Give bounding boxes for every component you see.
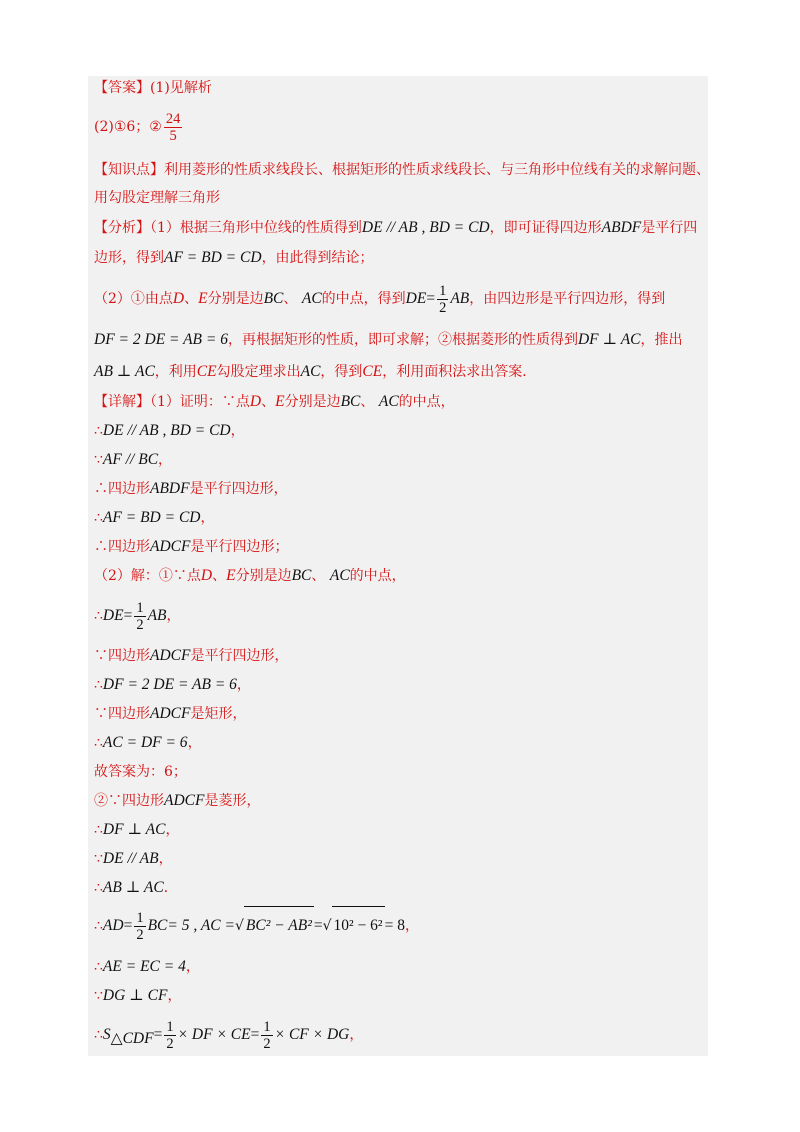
knowledge-line-2 [94,188,220,208]
fraction-denominator: 2 [166,1035,174,1052]
math-expression: CE [362,363,383,380]
detail-text: ∴ [94,822,103,838]
detail-text: ∴ [94,880,103,896]
detail-line-11 [94,704,246,724]
detail-line-2 [94,421,245,441]
detail-text: ∴四边形 [94,539,150,555]
detail-line-19 [94,957,200,977]
analysis-line-2 [94,248,374,268]
math-expression: ADCF [150,647,191,664]
analysis-text: （2）①由点 [94,291,173,307]
answer-fraction [164,111,183,144]
answer-part2-line [94,110,184,144]
math-expression: ABDF [601,219,642,236]
math-expression: D [200,567,213,584]
fraction-denominator: 2 [439,299,447,316]
sqrt-icon: √ [322,918,332,934]
math-expression: AE = EC = 4 [102,958,186,975]
math-expression: ADCF [150,705,191,722]
detail-text: ∵ [94,851,103,867]
fraction [134,600,145,633]
math-expression: = [426,290,436,307]
detail-text: 的中点， [349,568,406,584]
detail-text: 的中点， [398,394,455,410]
detail-line-20 [94,986,181,1006]
analysis-text: ，即可证得四边形 [489,220,602,236]
math-expression: = [250,1026,260,1043]
detail-text: ， [200,510,215,526]
detail-text: ∴ [94,735,103,751]
detail-text: 、 [311,568,326,584]
math-expression: AC = DF = 6 [102,734,188,751]
math-expression: = [153,1026,163,1043]
math-expression: E [198,290,208,307]
answer-tag: 【答案】 [94,80,150,96]
detail-text: ∴ [94,959,103,975]
math-expression: BC [340,393,361,410]
detail-text: 分别是边 [235,568,292,584]
analysis-text: 边形，得到 [94,250,164,266]
analysis-text: ，推出 [640,332,683,348]
analysis-line-4 [94,330,683,350]
detail-text: ， [236,677,251,693]
detail-text: （2）解：①∵点 [94,568,201,584]
detail-text: ②∵四边形 [94,793,164,809]
detail-text: 是平行四边形； [190,539,289,555]
math-expression: × CF × DG [274,1026,350,1043]
detail-text: ， [404,918,419,934]
math-expression: AB ⊥ AC [94,363,155,380]
detail-line-21 [94,1016,363,1058]
detail-line-16 [94,849,173,869]
math-expression: CE [196,363,217,380]
detail-text: ， [166,608,181,624]
detail-line-9 [94,646,288,666]
math-expression: AF = BD = CD [102,509,201,526]
detail-line-10 [94,675,251,695]
detail-text: ∴ [94,918,103,934]
detail-text: ∴ [94,677,103,693]
detail-text: 、 [360,394,375,410]
math-expression: AD [102,917,124,934]
analysis-text: ，利用面积法求出答案． [382,364,537,380]
math-expression: DF ⊥ AC [102,821,166,838]
fraction-numerator: 1 [136,599,144,616]
detail-text: ∵四边形 [94,706,150,722]
analysis-text: ，利用 [154,364,197,380]
detail-text: ， [187,735,202,751]
analysis-text: 的中点，得到 [321,291,406,307]
detail-text: 是平行四边形， [190,648,289,664]
math-expression: AF = BD = CD [164,249,262,266]
radicand: 10² − 6² [332,906,385,945]
math-expression: × DF × CE [177,1026,251,1043]
fraction-numerator: 1 [166,1018,174,1035]
knowledge-text-2: 用勾股定理解三角形 [94,190,220,206]
math-expression: AB [450,290,470,307]
detail-text: ． [163,880,178,896]
math-expression: D [249,393,262,410]
knowledge-text-1: 利用菱形的性质求线段长、根据矩形的性质求线段长、与三角形中位线有关的求解问题、 [164,162,710,178]
detail-line-12 [94,733,202,753]
math-expression: ADCF [164,792,205,809]
fraction [134,910,145,943]
math-expression: ADCF [150,538,191,555]
detail-line-13 [94,762,187,782]
detail-text: ， [349,1027,364,1043]
detail-text: ∴ [94,510,103,526]
math-expression: DE // AB , BD = CD [102,422,231,439]
detail-line-7 [94,566,406,586]
detail-tag: 【详解】 [94,394,150,410]
analysis-line-3 [94,282,665,316]
math-expression: AF // BC [102,451,159,468]
math-expression: = 5 , AC = [167,917,235,934]
math-expression: DE // AB [102,850,159,867]
math-expression: AC [301,290,322,307]
detail-text: ， [158,851,173,867]
analysis-text: 是平行四 [641,220,698,236]
math-expression: DG ⊥ CF [102,987,168,1004]
math-expression: AC [329,567,350,584]
detail-text: ， [165,822,180,838]
math-expression: = [123,917,133,934]
fraction-numerator: 1 [136,909,144,926]
detail-line-4 [94,479,288,499]
analysis-text: 、 [184,291,199,307]
analysis-text: 勾股定理求出 [216,364,301,380]
detail-text: 是平行四边形， [189,481,288,497]
detail-text: ， [158,452,173,468]
fraction [437,283,448,316]
math-expression: DE // AB , BD = CD [361,219,490,236]
fraction-denominator: 2 [263,1035,271,1052]
analysis-text: （1）根据三角形中位线的性质得到 [150,220,362,236]
detail-text: 是菱形， [204,793,261,809]
detail-text: 故答案为：6； [94,764,187,780]
fraction-denominator: 2 [136,926,144,943]
analysis-text: 、 [283,291,298,307]
detail-line-17 [94,878,178,898]
math-expression: DF = 2 DE = AB = 6 [102,676,237,693]
math-expression: E [226,567,236,584]
math-expression: = [123,607,133,624]
math-expression: DE [405,290,427,307]
fraction [261,1019,272,1052]
detail-text: 是矩形， [190,706,247,722]
detail-line-3 [94,450,172,470]
fraction-denominator: 2 [136,616,144,633]
math-expression: BC [291,567,312,584]
fraction-numerator: 1 [439,282,447,299]
detail-text: ， [230,423,245,439]
detail-text: ∵ [94,988,103,1004]
analysis-text: 分别是边 [207,291,264,307]
fraction [164,1019,175,1052]
math-expression: E [275,393,285,410]
math-expression: BC [263,290,284,307]
math-expression: AB [147,607,167,624]
analysis-text: ，得到 [320,364,363,380]
detail-text: ∴ [94,423,103,439]
math-expression: = [313,917,323,934]
detail-text: 分别是边 [284,394,341,410]
sqrt-icon: √ [234,918,244,934]
detail-text: （1）证明：∵点 [150,394,250,410]
math-subscript: △CDF [110,1029,154,1047]
detail-line-8 [94,598,181,634]
detail-line-14 [94,791,260,811]
detail-text: ∴ [94,608,103,624]
detail-line-1 [94,392,455,412]
fraction-numerator: 1 [263,1018,271,1035]
detail-text: 、 [261,394,276,410]
answer-part2-prefix: (2)①6；② [94,119,162,135]
detail-text: ∴ [94,1027,103,1043]
answer-fraction-numerator: 24 [165,110,181,127]
math-expression: = 8 [384,917,405,934]
math-expression: ABDF [150,480,190,497]
analysis-text: ，由此得到结论； [261,250,374,266]
math-expression: D [172,290,185,307]
analysis-text: ，再根据矩形的性质，即可求解；②根据菱形的性质得到 [227,332,578,348]
math-expression: BC [147,917,168,934]
answer-line [94,78,212,98]
answer-part1: (1)见解析 [150,80,212,96]
math-expression: AC [378,393,399,410]
detail-line-18 [94,906,419,945]
radicand: BC² − AB² [244,906,314,945]
knowledge-line-1 [94,160,710,180]
math-expression: S [102,1026,111,1043]
analysis-line-5 [94,362,536,382]
detail-line-6 [94,537,288,557]
detail-text: ∵ [94,452,103,468]
detail-text: ∵四边形 [94,648,150,664]
analysis-text: ，由四边形是平行四边形，得到 [469,291,666,307]
analysis-line-1 [94,218,697,238]
knowledge-tag: 【知识点】 [94,162,164,178]
detail-text: ， [167,988,182,1004]
math-expression: DF ⊥ AC [577,331,641,348]
math-expression: DF = 2 DE = AB = 6 [94,331,228,348]
detail-line-15 [94,820,179,840]
math-expression: DE [102,607,124,624]
analysis-tag: 【分析】 [94,220,150,236]
detail-text: ∴四边形 [94,481,150,497]
answer-fraction-denominator: 5 [169,127,177,144]
math-expression: AC [300,363,321,380]
math-expression: AB ⊥ AC [102,879,164,896]
detail-text: 、 [212,568,227,584]
detail-text: ， [185,959,200,975]
detail-line-5 [94,508,214,528]
